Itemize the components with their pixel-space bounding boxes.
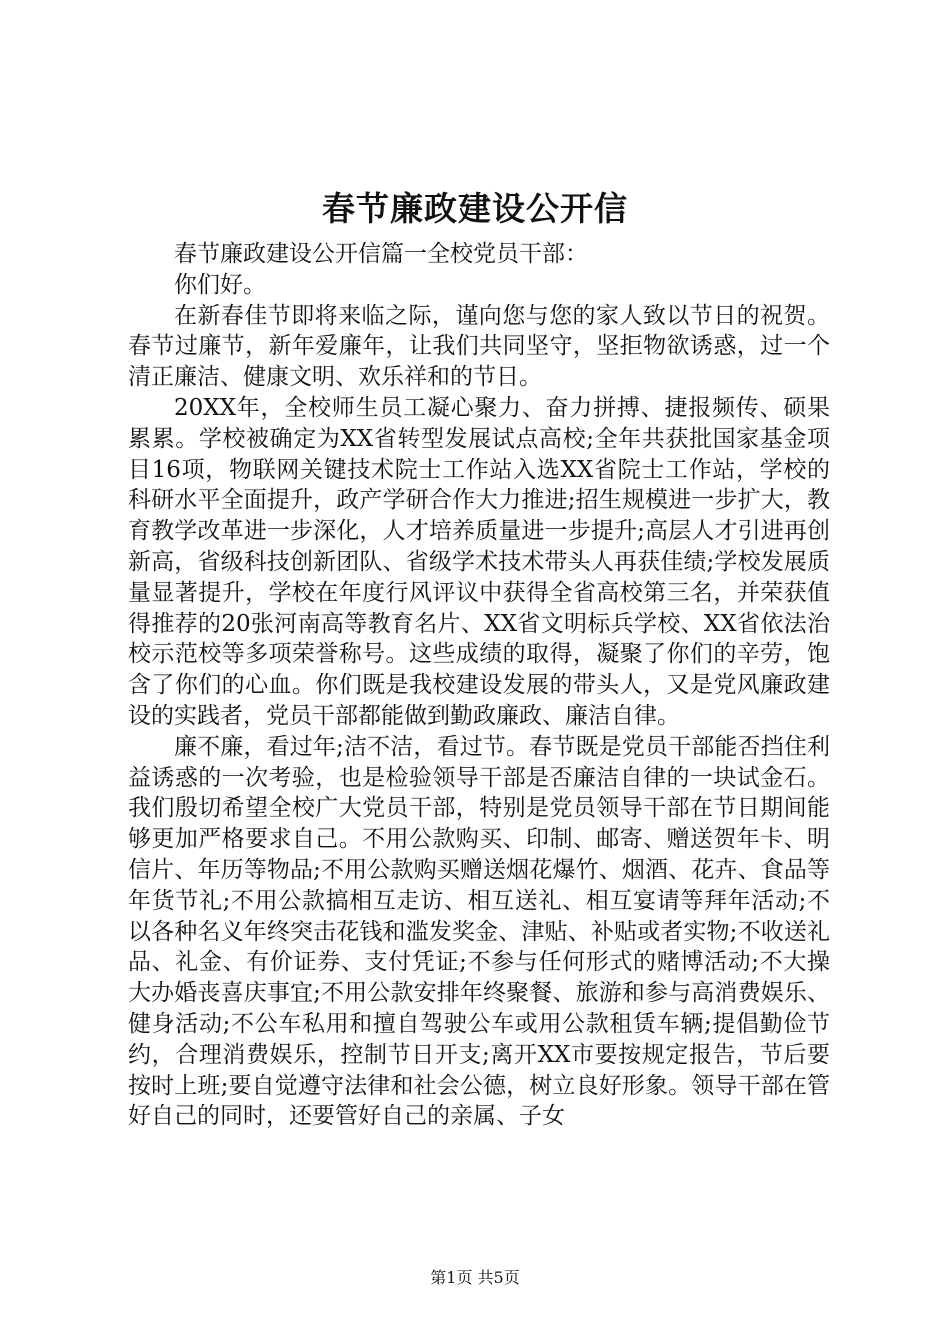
paragraph-greeting: 你们好。 [174, 271, 266, 298]
document-title: 春节廉政建设公开信 [322, 189, 628, 228]
paragraph-integrity-requirements: 廉不廉，看过年;洁不洁，看过节。春节既是党员干部能否挡住利益诱惑的一次考验，也是检验领导干部是否廉洁自律的一块试金石。我们殷切希望全校广大党员干部，特别是党员领导干部在节日期间能够更加严格要求自己。不用公款购买、印制、邮寄、赠送贺年卡、明信片、年历等物品;不用公款购买赠送烟花爆竹、烟酒、花卉、食品等年货节礼;不用公款搞相互走访、相互送礼、相互宴请等拜年活动;不以各种名义年终突击花钱和滥发奖金、津贴、补贴或者实物;不收送礼品、礼金、有价证券、支付凭证;不参与任何形式的赌博活动;不大操大办婚丧喜庆事宜;不用公款安排年终聚餐、旅游和参与高消费娱乐、健身活动;不公车私用和擅自驾驶公车或用公款租赁车辆;提倡勤俭节约，合理消费娱乐，控制节日开支;离开XX市要按规定报告，节后要按时上班;要自觉遵守法律和社会公德，树立良好形象。领导干部在管好自己的同时，还要管好自己的亲属、子女 [128, 733, 830, 1130]
paragraph-salutation: 春节廉政建设公开信篇一全校党员干部： [174, 241, 588, 267]
page-footer: 第1页 共5页 [430, 1268, 520, 1287]
document-body [128, 239, 830, 1132]
paragraph-achievements: 20XX年，全校师生员工凝心聚力、奋力拼搏、捷报频传、硕果累累。学校被确定为XX省转型发展试点高校;全年共获批国家基金项目16项，物联网关键技术院士工作站入选XX省院士工作站，学校的科研水平全面提升，政产学研合作大力推进;招生规模进一步扩大，教育教学改革进一步深化，人才培养质量进一步提升;高层人才引进再创新高，省级科技创新团队、省级学术技术带头人再获佳绩;学校发展质量显著提升，学校在年度行风评议中获得全省高校第三名，并荣获值得推荐的20张河南高等教育名片、XX省文明标兵学校、XX省依法治校示范校等多项荣誉称号。这些成绩的取得，凝聚了你们的辛劳，饱含了你们的心血。你们既是我校建设发展的带头人，又是党风廉政建设的实践者，党员干部都能做到勤政廉政、廉洁自律。 [128, 394, 830, 729]
paragraph-festival-wishes: 在新春佳节即将来临之际，谨向您与您的家人致以节日的祝贺。春节过廉节，新年爱廉年，让我们共同坚守，坚拒物欲诱惑，过一个清正廉洁、健康文明、欢乐祥和的节日。 [128, 302, 830, 391]
